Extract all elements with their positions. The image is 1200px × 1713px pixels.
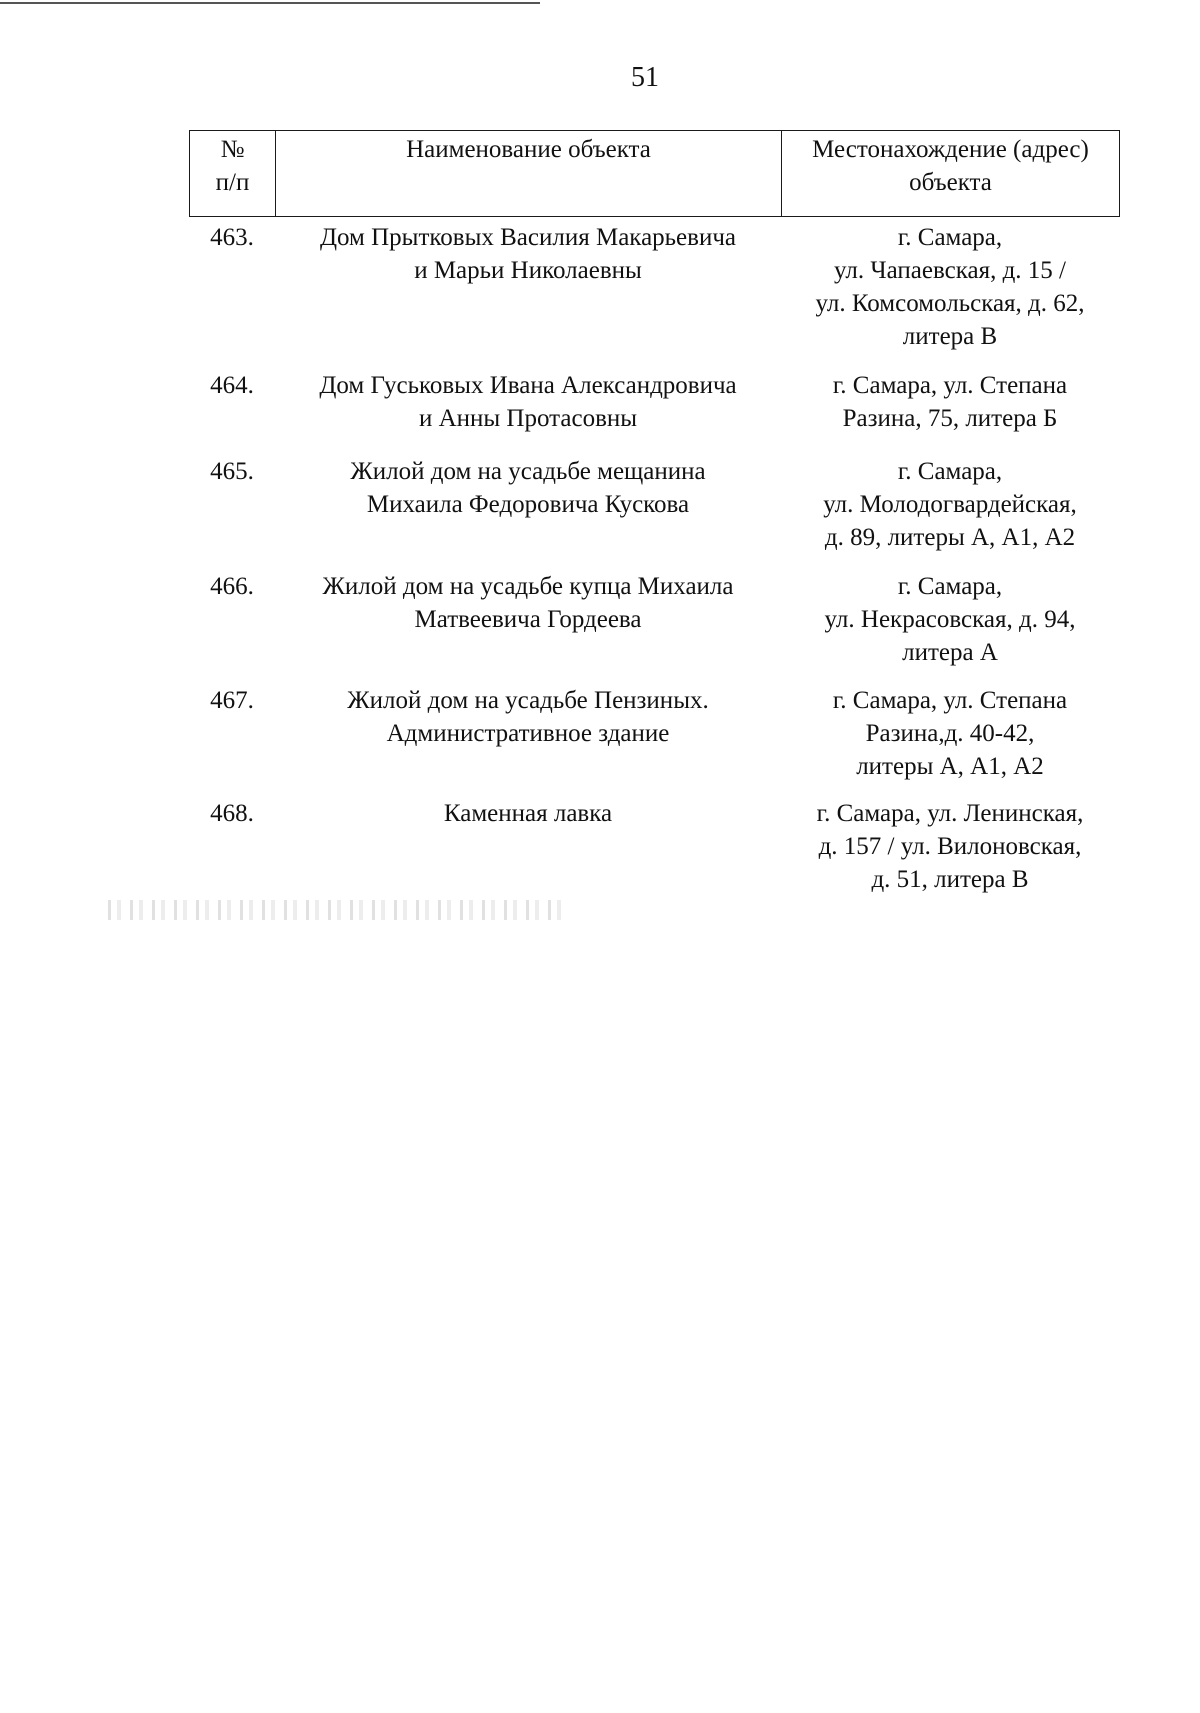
object-address-line: литеры А, А1, А2: [856, 753, 1044, 780]
header-row: [190, 131, 1120, 217]
object-name-line: Дом Гуськовых Ивана Александровича: [319, 372, 737, 399]
object-address-line: г. Самара,: [897, 458, 1003, 485]
top-rule: [0, 2, 540, 4]
object-address-line: г. Самара, ул. Степана: [832, 687, 1068, 714]
object-address-line: д. 89, литеры А, А1, А2: [824, 524, 1076, 551]
header-address-line: объекта: [909, 169, 992, 196]
table-row: [189, 369, 1119, 455]
header-number: [190, 131, 276, 217]
object-address-line: г. Самара,: [897, 224, 1003, 251]
object-address-line: г. Самара, ул. Степана: [832, 372, 1068, 399]
object-address: [781, 684, 1119, 797]
table-row: [189, 684, 1119, 797]
header-address-line: Местонахождение (адрес): [812, 136, 1089, 163]
object-address: [781, 570, 1119, 684]
table-header: [189, 130, 1120, 217]
object-address-line: ул. Чапаевская, д. 15 /: [834, 257, 1066, 284]
row-number: 467.: [210, 687, 254, 714]
object-address-line: г. Самара, ул. Ленинская,: [816, 800, 1084, 827]
object-address: [781, 221, 1119, 369]
object-name-line: Жилой дом на усадьбе мещанина: [350, 458, 706, 485]
scan-artifact: [108, 900, 568, 920]
table-row: [189, 570, 1119, 684]
row-number: 464.: [210, 372, 254, 399]
object-address-line: ул. Некрасовская, д. 94,: [824, 606, 1076, 633]
object-name: [275, 455, 781, 570]
header-number-line: №: [220, 136, 245, 163]
object-name: [275, 684, 781, 797]
object-address-line: д. 51, литера В: [871, 866, 1029, 893]
object-address: [781, 369, 1119, 455]
object-name-line: и Марьи Николаевны: [414, 257, 642, 284]
object-name-line: Матвеевича Гордеева: [414, 606, 642, 633]
object-name-line: Административное здание: [386, 720, 670, 747]
object-address-line: литера А: [902, 639, 998, 666]
header-number-line: п/п: [215, 169, 250, 196]
object-address-line: д. 157 / ул. Вилоновская,: [818, 833, 1082, 860]
object-name: [275, 369, 781, 455]
object-address-line: Разина,д. 40-42,: [865, 720, 1035, 747]
header-name: [276, 131, 782, 217]
object-address: [781, 455, 1119, 570]
object-address-line: г. Самара,: [897, 573, 1003, 600]
table-row: [189, 221, 1119, 369]
header-name-line: Наименование объекта: [406, 136, 651, 163]
object-name-line: Жилой дом на усадьбе Пензиных.: [347, 687, 709, 714]
object-name: [275, 221, 781, 369]
page-number: 51: [631, 62, 659, 93]
header-address: [782, 131, 1120, 217]
object-name-line: и Анны Протасовны: [418, 405, 638, 432]
table-row: [189, 797, 1119, 897]
object-name-line: Жилой дом на усадьбе купца Михаила: [322, 573, 734, 600]
table-body: [189, 221, 1119, 897]
row-number: 465.: [210, 458, 254, 485]
object-address-line: литера В: [902, 323, 998, 350]
object-name: [275, 570, 781, 684]
object-name-line: Дом Прытковых Василия Макарьевича: [319, 224, 737, 251]
table-row: [189, 455, 1119, 570]
row-number: 463.: [210, 224, 254, 251]
object-address-line: Разина, 75, литера Б: [842, 405, 1058, 432]
object-name-line: Каменная лавка: [443, 800, 613, 827]
object-address-line: ул. Комсомольская, д. 62,: [815, 290, 1085, 317]
row-number: 468.: [210, 800, 254, 827]
object-name: [275, 797, 781, 897]
row-number: 466.: [210, 573, 254, 600]
objects-table: [189, 221, 1119, 897]
object-name-line: Михаила Федоровича Кускова: [366, 491, 690, 518]
object-address-line: ул. Молодогвардейская,: [823, 491, 1077, 518]
object-address: [781, 797, 1119, 897]
